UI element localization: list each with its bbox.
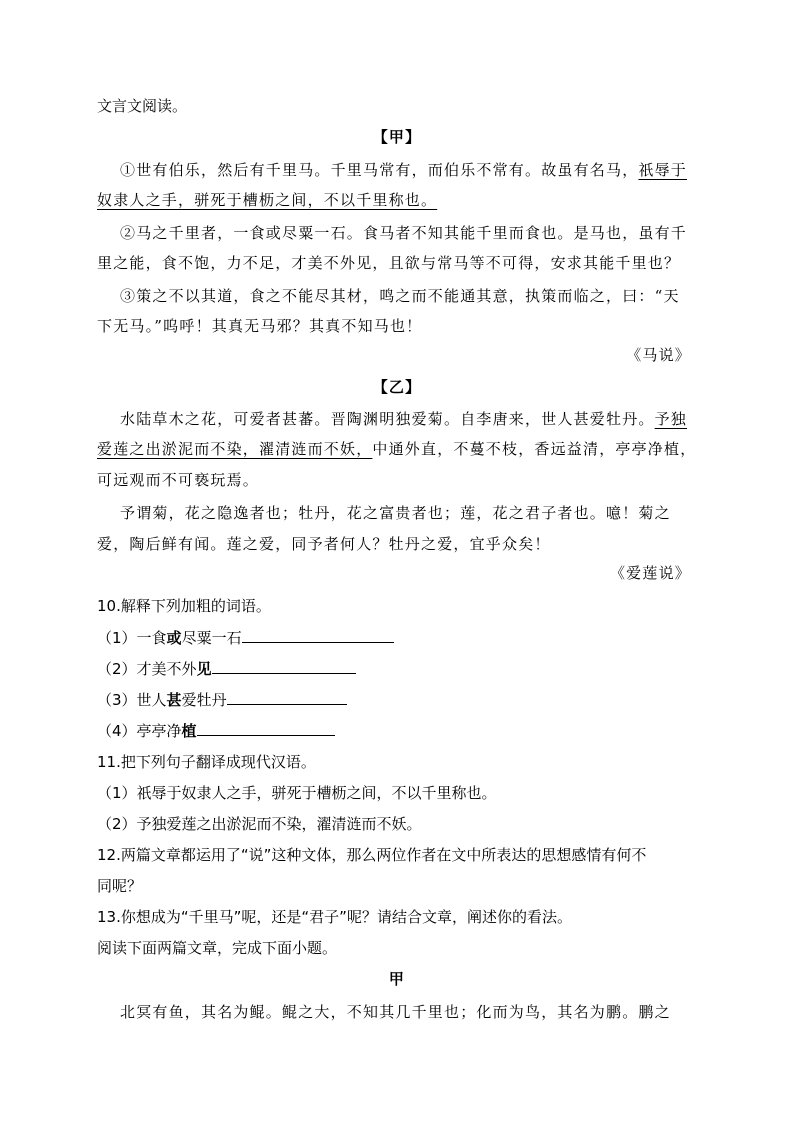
question-11-sentence-1: （1）祇辱于奴隶人之手，骈死于槽枥之间，不以千里称也。 — [97, 784, 497, 802]
answer-blank-1[interactable] — [242, 628, 394, 643]
jia-paragraph-1-line-2 — [97, 190, 437, 210]
answer-blank-2[interactable] — [212, 659, 356, 674]
jia-paragraph-2-line-1: ②马之千里者，一食或尽粟一石。食马者不知其能千里而食也。是马也，虽有千 — [120, 224, 688, 242]
item-3-prefix: （3）世人 — [97, 691, 167, 709]
question-11-title: 11.把下列句子翻译成现代汉语。 — [97, 753, 316, 771]
yi-p1-text-2: 中通外直，不蔓不枝，香远益清，亭亭净植， — [372, 440, 697, 458]
question-13: 13.你想成为“千里马”呢，还是“君子”呢？请结合文章，阐述你的看法。 — [97, 908, 572, 926]
passage-jia-heading: 【甲】 — [372, 128, 422, 146]
yi-source: 《爱莲说》 — [609, 564, 691, 582]
question-10-item-2 — [97, 659, 356, 679]
answer-blank-4[interactable] — [197, 721, 335, 736]
yi-p1-underlined-end: 爱莲之出淤泥而不染，濯清涟而不妖， — [97, 440, 373, 458]
item-1-bold-word: 或 — [166, 629, 182, 647]
yi-paragraph-1-line-1 — [120, 409, 687, 429]
question-12-line-2: 同呢？ — [97, 877, 143, 895]
jia-source: 《马说》 — [626, 346, 691, 364]
jia-paragraph-3-line-2: 下无马。”呜呼！其真无马邪？其真不知马也！ — [97, 317, 423, 335]
yi-paragraph-1-line-2 — [97, 439, 696, 459]
jia-paragraph-2-line-2: 里之能，食不饱，力不足，才美不外见，且欲与常马等不可得，安求其能千里也？ — [97, 254, 681, 272]
jia-p1-underlined-end: 奴隶人之手，骈死于槽枥之间，不以千里称也。 — [97, 191, 438, 209]
yi-paragraph-1-line-3: 可远观而不可亵玩焉。 — [97, 471, 260, 489]
item-4-bold-word: 植 — [181, 722, 197, 740]
item-2-bold-word: 见 — [196, 660, 212, 678]
item-4-prefix: （4）亭亭净 — [97, 722, 182, 740]
answer-blank-3[interactable] — [227, 690, 347, 705]
yi-paragraph-2-line-2: 爱，陶后鲜有闻。莲之爱，同予者何人？牡丹之爱，宜乎众矣！ — [97, 535, 551, 553]
question-10-title: 10.解释下列加粗的词语。 — [97, 597, 271, 615]
section-intro: 文言文阅读。 — [97, 97, 188, 115]
question-11-sentence-2: （2）予独爱莲之出淤泥而不染，濯清涟而不妖。 — [97, 815, 422, 833]
question-10-item-1 — [97, 628, 394, 648]
next-section-intro: 阅读下面两篇文章，完成下面小题。 — [97, 939, 338, 957]
jia-p1-text: ①世有伯乐，然后有千里马。千里马常有，而伯乐不常有。故虽有名马， — [120, 161, 639, 179]
item-2-prefix: （2）才美不外 — [97, 660, 197, 678]
next-passage-line-1: 北冥有鱼，其名为鲲。鲲之大，不知其几千里也；化而为鸟，其名为鹏。鹏之 — [120, 1003, 671, 1021]
question-12-line-1: 12.两篇文章都运用了“说”这种文体，那么两位作者在文中所表达的思想感情有何不 — [97, 846, 647, 864]
jia-p1-underlined-start: 祇辱于 — [638, 161, 688, 179]
item-1-suffix: 尽粟一石 — [181, 629, 242, 647]
question-10-item-3 — [97, 690, 347, 710]
question-10-item-4 — [97, 721, 335, 741]
item-3-suffix: 爱牡丹 — [181, 691, 227, 709]
next-passage-heading: 甲 — [388, 970, 406, 988]
item-3-bold-word: 甚 — [166, 691, 182, 709]
jia-paragraph-3-line-1: ③策之不以其道，食之不能尽其材，鸣之而不能通其意，执策而临之，曰：“天 — [120, 287, 680, 305]
passage-yi-heading: 【乙】 — [372, 378, 422, 396]
item-1-prefix: （1）一食 — [97, 629, 167, 647]
jia-paragraph-1-line-1 — [120, 160, 687, 180]
yi-p1-text: 水陆草木之花，可爱者甚蕃。晋陶渊明独爱菊。自李唐来，世人甚爱牡丹。 — [120, 410, 655, 428]
yi-p1-underlined-start: 予独 — [654, 410, 688, 428]
yi-paragraph-2-line-1: 予谓菊，花之隐逸者也；牡丹，花之富贵者也；莲，花之君子者也。噫！菊之 — [120, 504, 671, 522]
